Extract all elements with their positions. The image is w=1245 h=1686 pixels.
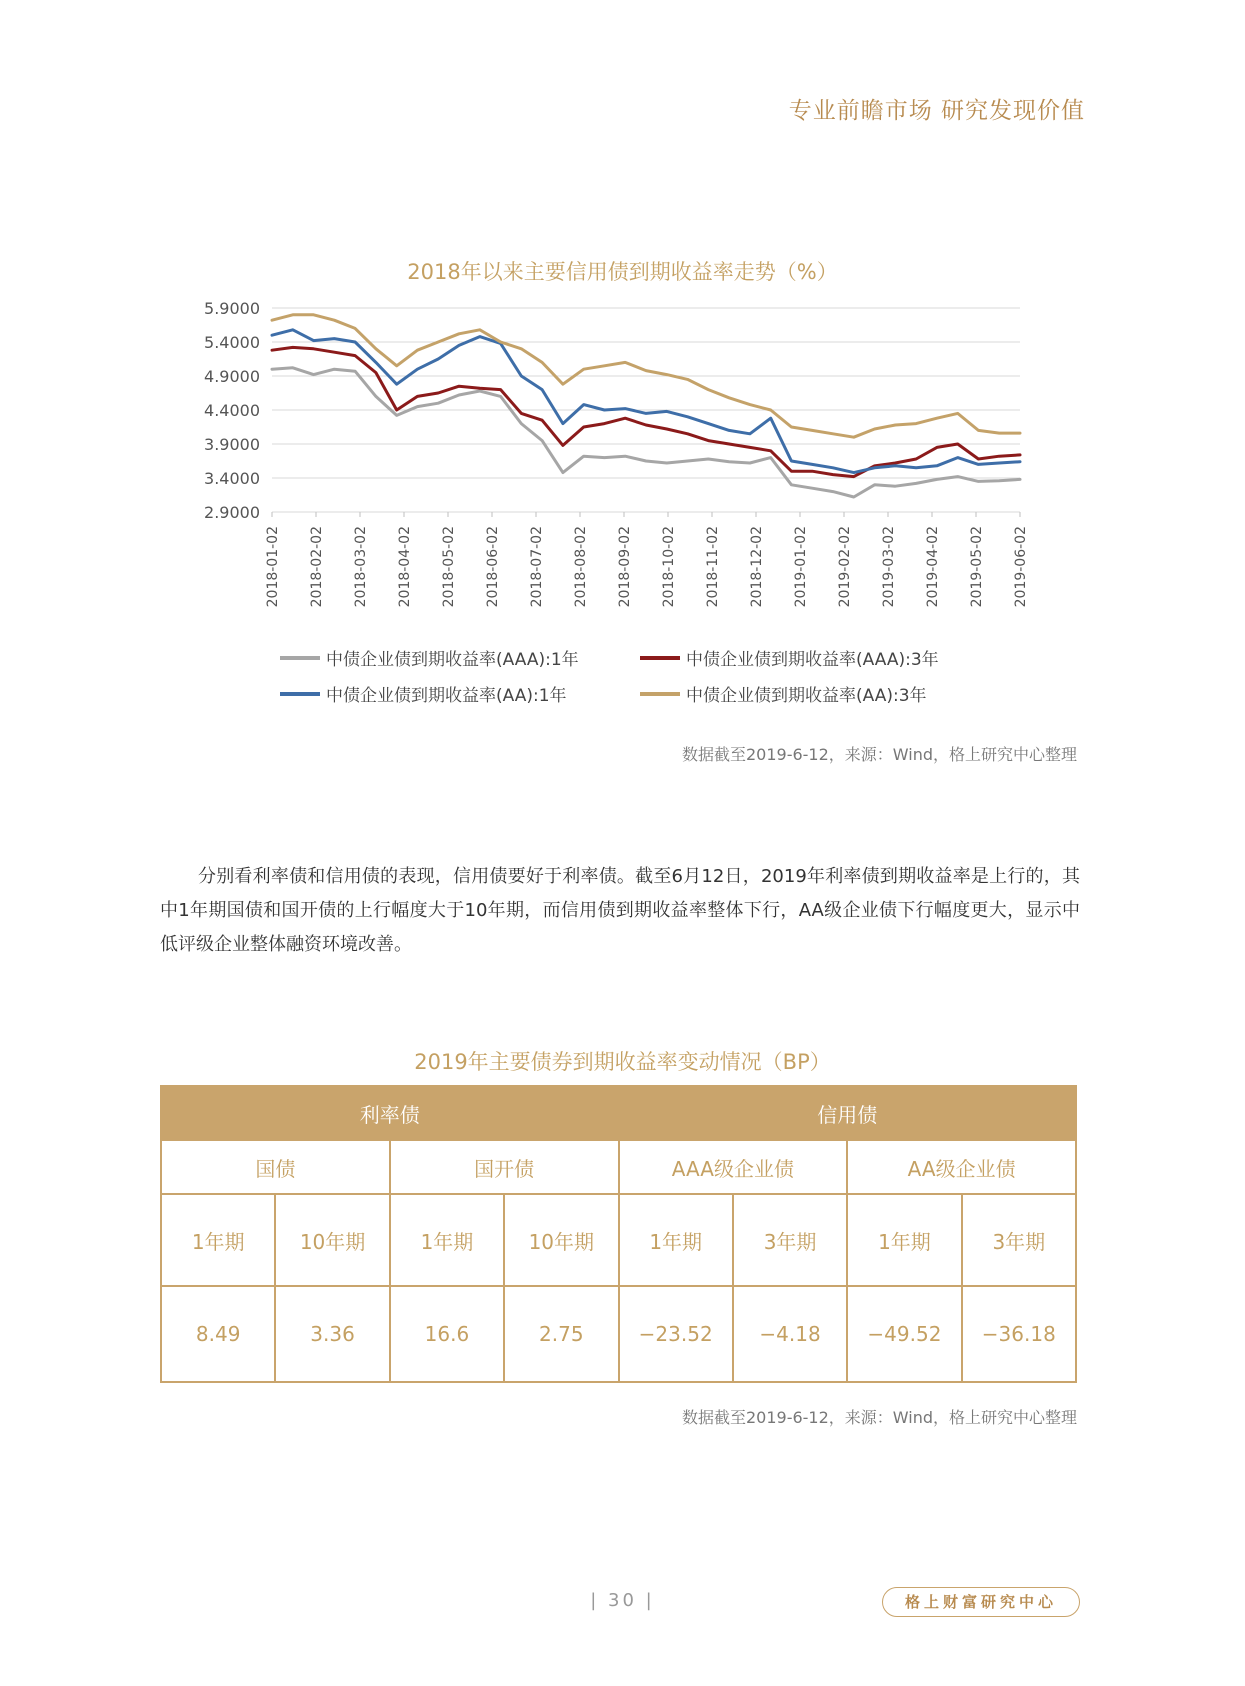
y-tick-label: 3.4000 — [204, 469, 260, 488]
subgroup-header: 国债 — [161, 1140, 390, 1194]
bond-yield-change-table — [160, 1085, 1077, 1383]
term-header: 3年期 — [962, 1194, 1076, 1286]
legend-swatch — [280, 692, 320, 696]
term-header: 1年期 — [619, 1194, 733, 1286]
y-tick-label: 3.9000 — [204, 435, 260, 454]
x-tick-label: 2019-06-02 — [1013, 526, 1029, 608]
y-tick-label: 2.9000 — [204, 503, 260, 522]
y-tick-label: 5.9000 — [204, 300, 260, 318]
table-header-row-groups — [161, 1086, 1076, 1140]
term-header: 1年期 — [161, 1194, 275, 1286]
value-cell: 3.36 — [275, 1286, 389, 1382]
value-cell: −4.18 — [733, 1286, 847, 1382]
page-number: | 30 | — [590, 1590, 655, 1611]
table-header-row-terms — [161, 1194, 1076, 1286]
y-tick-label: 4.4000 — [204, 401, 260, 420]
series-line — [272, 330, 1020, 473]
yield-line-chart — [150, 300, 1030, 640]
table-source-note: 数据截至2019-6-12，来源：Wind，格上研究中心整理 — [681, 1408, 1077, 1427]
x-tick-label: 2018-10-02 — [661, 526, 677, 608]
header-slogan: 专业前瞻市场 研究发现价值 — [788, 98, 1085, 124]
value-cell: 8.49 — [161, 1286, 275, 1382]
value-cell: 16.6 — [390, 1286, 504, 1382]
legend-swatch — [640, 656, 680, 660]
chart-source-note: 数据截至2019-6-12，来源：Wind，格上研究中心整理 — [681, 745, 1077, 764]
value-cell: −49.52 — [847, 1286, 961, 1382]
group-header-credit-bonds: 信用债 — [619, 1086, 1077, 1140]
chart-title: 2018年以来主要信用债到期收益率走势（%） — [407, 260, 838, 284]
term-header: 10年期 — [275, 1194, 389, 1286]
y-tick-label: 5.4000 — [204, 333, 260, 352]
legend-label: 中债企业债到期收益率(AA):1年 — [326, 686, 567, 706]
term-header: 1年期 — [847, 1194, 961, 1286]
table-row-values — [161, 1286, 1076, 1382]
x-tick-label: 2019-01-02 — [793, 526, 809, 608]
subgroup-header: AA级企业债 — [847, 1140, 1076, 1194]
x-tick-label: 2018-01-02 — [265, 526, 281, 608]
brand-badge: 格上财富研究中心 — [882, 1587, 1080, 1617]
value-cell: 2.75 — [504, 1286, 618, 1382]
x-tick-label: 2018-09-02 — [617, 526, 633, 608]
body-paragraph: 分别看利率债和信用债的表现，信用债要好于利率债。截至6月12日，2019年利率债到期收益率是上行的，其中1年期国债和国开债的上行幅度大于10年期，而信用债到期收益率整体下行，AA级企业债下行幅度更大，显示中低评级企业整体融资环境改善。 — [160, 866, 1080, 955]
term-header: 1年期 — [390, 1194, 504, 1286]
legend-item — [280, 681, 567, 706]
table-header-row-subgroups — [161, 1140, 1076, 1194]
legend-label: 中债企业债到期收益率(AAA):3年 — [686, 650, 939, 670]
x-tick-label: 2018-04-02 — [397, 526, 413, 608]
x-tick-label: 2018-03-02 — [353, 526, 369, 608]
x-tick-label: 2018-11-02 — [705, 526, 721, 608]
legend-item — [640, 681, 927, 706]
term-header: 10年期 — [504, 1194, 618, 1286]
legend-swatch — [640, 692, 680, 696]
x-tick-label: 2019-03-02 — [881, 526, 897, 608]
term-header: 3年期 — [733, 1194, 847, 1286]
subgroup-header: 国开债 — [390, 1140, 619, 1194]
x-tick-label: 2018-02-02 — [309, 526, 325, 608]
y-tick-label: 4.9000 — [204, 367, 260, 386]
legend-item — [640, 645, 939, 670]
x-tick-label: 2018-08-02 — [573, 526, 589, 608]
group-header-rate-bonds: 利率债 — [161, 1086, 619, 1140]
table-title: 2019年主要债券到期收益率变动情况（BP） — [414, 1050, 831, 1074]
x-tick-label: 2019-05-02 — [969, 526, 985, 608]
x-tick-label: 2018-12-02 — [749, 526, 765, 608]
x-tick-label: 2018-05-02 — [441, 526, 457, 608]
x-tick-label: 2018-06-02 — [485, 526, 501, 608]
value-cell: −36.18 — [962, 1286, 1076, 1382]
legend-label: 中债企业债到期收益率(AAA):1年 — [326, 650, 579, 670]
legend-label: 中债企业债到期收益率(AA):3年 — [686, 686, 927, 706]
x-tick-label: 2019-02-02 — [837, 526, 853, 608]
x-tick-label: 2019-04-02 — [925, 526, 941, 608]
x-tick-label: 2018-07-02 — [529, 526, 545, 608]
subgroup-header: AAA级企业债 — [619, 1140, 848, 1194]
legend-swatch — [280, 656, 320, 660]
legend-item — [280, 645, 579, 670]
value-cell: −23.52 — [619, 1286, 733, 1382]
